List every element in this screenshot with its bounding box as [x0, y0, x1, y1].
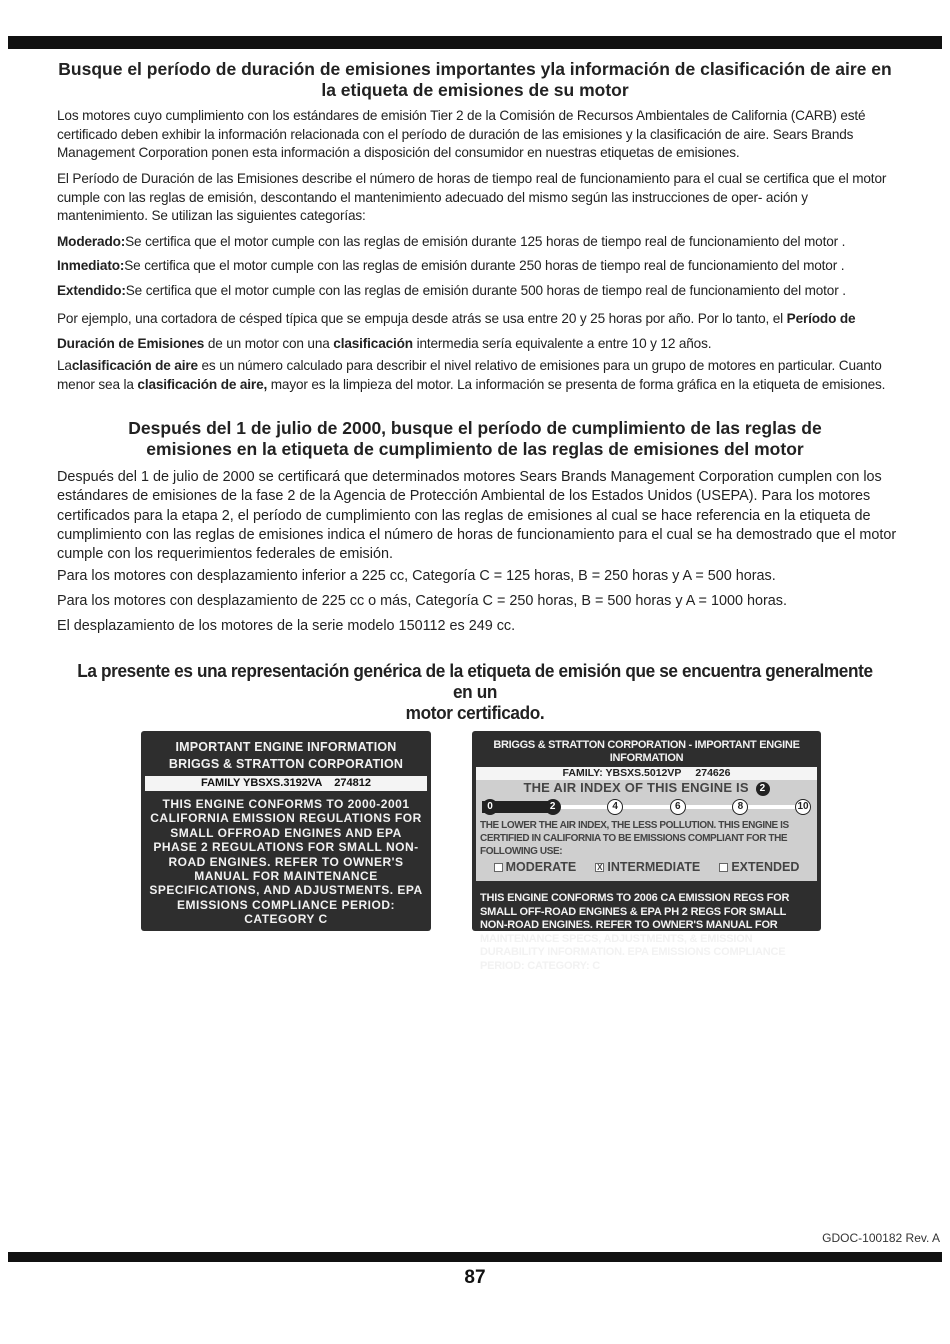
- category-intermediate: [595, 860, 700, 875]
- inmediato-definition: [57, 257, 902, 276]
- p4-part-b: clasificación de aire: [71, 358, 198, 373]
- section3-heading: [70, 660, 879, 723]
- p4-part-c: es un número calculado para describir el nivel relativo de emisiones para un grupo de motores en particular. Cuanto menor sea la: [57, 358, 882, 392]
- section2-paragraph-2: Para los motores con desplazamiento inferior a 225 cc, Categoría C = 125 horas, B = 250 horas y A = 500 horas.: [57, 568, 776, 584]
- section2-heading: [40, 418, 910, 460]
- label1-family: FAMILY YBSXS.3192VA: [201, 777, 323, 789]
- scale-number-4: 4: [607, 799, 623, 815]
- moderado-text: Se certifica que el motor cumple con las reglas de emisión durante 125 horas de tiempo real de funcionamiento del motor .: [125, 234, 846, 249]
- extendido-term: Extendido:: [57, 283, 126, 298]
- label1-family-code: 274812: [334, 777, 371, 789]
- p3-part-e: intermedia sería equivalente a entre 10 y 12 años.: [412, 336, 712, 351]
- document-id: GDOC-100182 Rev. A: [822, 1231, 940, 1245]
- emission-label-2: [472, 731, 821, 972]
- p4-part-d: clasificación de aire,: [137, 376, 268, 392]
- intermediate-checkbox: X: [597, 863, 603, 873]
- category-extended: [719, 860, 799, 875]
- section2-paragraph-3: Para los motores con desplazamiento de 225 cc o más, Categoría C = 250 horas, B = 500 horas y A = 1000 horas.: [57, 593, 787, 609]
- label2-title: BRIGGS & STRATTON CORPORATION - IMPORTANT ENGINE INFORMATION: [493, 739, 800, 764]
- page-number: 87: [464, 1267, 486, 1288]
- p4-part-e: mayor es la limpieza del motor. La información se presenta de forma gráfica en la etiqueta de emisiones.: [267, 376, 886, 392]
- scale-number-10: 10: [795, 799, 811, 815]
- label1-title-line2: BRIGGS & STRATTON CORPORATION: [168, 757, 404, 771]
- extended-checkbox: [719, 863, 728, 872]
- section1-heading-line2: la etiqueta de emisiones de su motor: [321, 80, 629, 100]
- extendido-text: Se certifica que el motor cumple con las reglas de emisión durante 500 horas de tiempo real de funcionamiento del motor .: [125, 283, 846, 298]
- scale-number-6: 6: [670, 799, 686, 815]
- top-rule: [8, 36, 942, 49]
- moderado-term: Moderado:: [57, 234, 126, 249]
- label1-family-row: [145, 776, 427, 791]
- section1-paragraph-4: [57, 357, 902, 394]
- air-index-value: 2: [756, 782, 770, 796]
- scale-number-2: 2: [545, 799, 561, 815]
- label1-body: THIS ENGINE CONFORMS TO 2000-2001 CALIFORNIA EMISSION REGULATIONS FOR SMALL OFFROAD ENGINES AND EPA PHASE 2 REGULATIONS FOR SMALL NON-ROAD ENGINES. REFER TO OWNER'S MANUAL FOR MAINTENANCE SPECIFICATIONS, AND ADJUSTMENTS. EPA EMISSIONS COMPLIANCE PERIOD: CATEGORY C: [149, 797, 423, 927]
- air-index-text: THE AIR INDEX OF THIS ENGINE IS: [523, 780, 749, 795]
- emission-label-1: [141, 731, 431, 931]
- label2-body: THIS ENGINE CONFORMS TO 2006 CA EMISSION REGS FOR SMALL OFF-ROAD ENGINES & EPA PH 2 REGS FOR SMALL NON-ROAD ENGINES. REFER TO OWNER'S MANUAL FOR MAINTENANCE SPECS, ADJUSTMENTS, & EMISSION DURABILITY INFORMATION. EPA EMISSIONS COMPLIANCE PERIOD: CATEGORY: C: [480, 892, 790, 972]
- inmediato-term: Inmediato:: [57, 258, 125, 273]
- section2-paragraph-1: Después del 1 de julio de 2000 se certificará que determinados motores Sears Brands Management Corporation cumplen con los estándares de emisiones de la fase 2 de la Agencia de Protección Ambiental de los Estados Unidos (USEPA). Para los motores certificados para la etapa 2, el período de cumplimiento con las reglas de emisiones al cual se hace referencia en la etiqueta de cumplimiento con las reglas de emisiones indica el número de horas de funcionamiento para el cual se ha demostrado que el motor cumple con los requerimientos federales de emisión.: [57, 469, 897, 563]
- extended-label: EXTENDED: [731, 860, 800, 874]
- scale-number-8: 8: [732, 799, 748, 815]
- p4-part-a: La: [57, 358, 72, 373]
- air-index-note: THE LOWER THE AIR INDEX, THE LESS POLLUTION. THIS ENGINE IS CERTIFIED IN CALIFORNIA TO BE EMISSIONS COMPLIANT FOR THE FOLLOWING USE:: [480, 820, 789, 857]
- label1-title: [141, 739, 431, 773]
- moderado-definition: [57, 233, 902, 252]
- section3-heading-line1: La presente es una representación genérica de la etiqueta de emisión que se encuentra generalmente en un: [77, 660, 873, 702]
- bottom-rule: [8, 1252, 942, 1262]
- p3-part-a: Por ejemplo, una cortadora de césped típica que se empuja desde atrás se usa entre 20 y 25 horas por año. Por lo tanto, el: [57, 311, 787, 326]
- section2-heading-line1: Después del 1 de julio de 2000, busque el período de cumplimiento de las reglas de: [128, 418, 822, 438]
- label2-family-row: [476, 767, 817, 780]
- p3-part-c: de un motor con una: [204, 336, 334, 351]
- label2-family-code: 274626: [695, 767, 731, 779]
- category-moderate: [494, 860, 577, 875]
- label1-title-line1: IMPORTANT ENGINE INFORMATION: [175, 740, 397, 754]
- section3-heading-line2: motor certificado.: [405, 702, 545, 723]
- section1-heading-line1: Busque el período de duración de emisiones importantes yla información de clasificación de aire en: [58, 59, 892, 79]
- intermediate-label: INTERMEDIATE: [607, 860, 701, 874]
- moderate-checkbox: [494, 863, 503, 872]
- use-categories: [476, 858, 817, 875]
- p3-part-b: Período de Duración de Emisiones: [57, 311, 856, 351]
- section1-paragraph-2: El Período de Duración de las Emisiones describe el número de horas de tiempo real de funcionamiento para el cual se certifica que el motor cumple con las reglas de emisión, descontando el mantenimiento adecuado del mismo según las instrucciones de oper- ación y mantenimiento. Se utilizan las siguientes categorías:: [57, 171, 887, 223]
- label2-air-index-panel: [476, 767, 817, 881]
- air-index-scale: [482, 798, 811, 816]
- moderate-label: MODERATE: [505, 860, 577, 874]
- section1-paragraph-1: Los motores cuyo cumplimiento con los estándares de emisión Tier 2 de la Comisión de Recursos Ambientales de California (CARB) esté certificado deben exhibir la información relacionada con el período de duración de las emisiones y la clasificación de aire. Sears Brands Management Corporation ponen esta información a disposición del consumidor en nuestras etiquetas de emisiones.: [57, 108, 866, 160]
- section2-paragraph-4: El desplazamiento de los motores de la serie modelo 150112 es 249 cc.: [57, 618, 516, 634]
- section1-paragraph-3: [57, 306, 902, 356]
- p3-part-d: clasificación: [333, 336, 413, 351]
- scale-number-0: 0: [482, 799, 498, 815]
- section2-heading-line2: emisiones en la etiqueta de cumplimiento de las reglas de emisiones del motor: [146, 439, 804, 459]
- section1-heading: [40, 59, 910, 101]
- air-index-statement: [476, 780, 817, 796]
- label2-family: FAMILY: YBSXS.5012VP: [562, 767, 682, 779]
- extendido-definition: [57, 282, 902, 301]
- inmediato-text: Se certifica que el motor cumple con las reglas de emisión durante 250 horas de tiempo real de funcionamiento del motor .: [124, 258, 845, 273]
